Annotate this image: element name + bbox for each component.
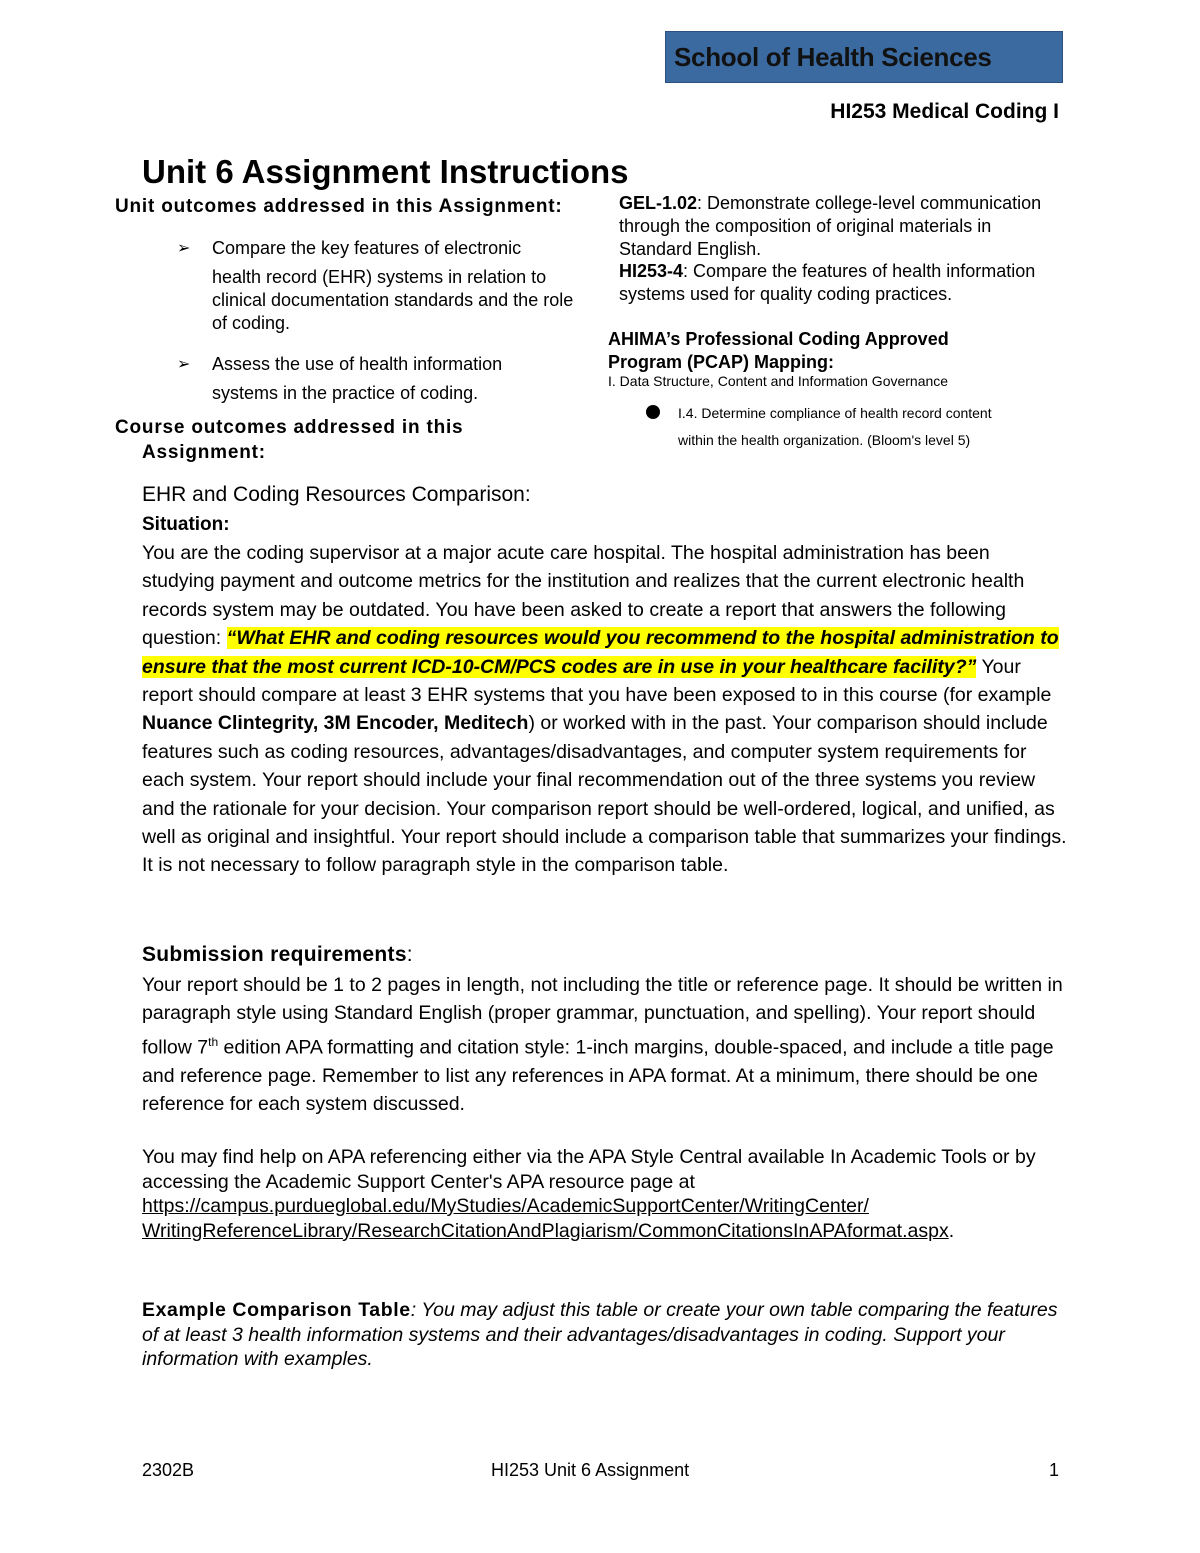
unit-outcome-item	[212, 237, 592, 335]
hi-code: HI253-4	[619, 261, 684, 281]
footer-title: HI253 Unit 6 Assignment	[491, 1460, 690, 1480]
apa-paragraph	[142, 1145, 1067, 1243]
situation-text-3: ) or worked with in the past. Your comparison should include features such as coding resources, advantages/disadvantages, and computer system requirements for each system. Your report should include your final recommendation out of the three systems you review and the rationale for your decision. Your comparison report should be well-ordered, logical, and unified, as well as original and insightful. Your report should include a comparison table that summarizes your findings. It is not necessary to follow paragraph style in the comparison table.	[142, 712, 1067, 877]
unit-outcome-item	[212, 353, 592, 405]
school-banner	[665, 31, 1063, 83]
hi-text: : Compare the features of health information systems used for quality coding practices.	[619, 261, 1036, 304]
page-number: 1	[1049, 1460, 1060, 1480]
unit-outcome-rest: health record (EHR) systems in relation to clinical documentation standards and the role of coding.	[212, 267, 574, 333]
submission-heading	[142, 943, 413, 967]
bullet-dot-icon	[646, 405, 660, 419]
footer-code: 2302B	[142, 1460, 195, 1480]
ahima-heading-line1: AHIMA’s Professional Coding Approved	[608, 329, 949, 349]
situation-paragraph	[142, 539, 1067, 880]
apa-period: .	[948, 1219, 955, 1242]
submission-text-2: edition APA formatting and citation style: 1-inch margins, double-spaced, and include a title page and reference page. Remember to list any references in APA format. At a minimum, there should be one reference for each system discussed.	[142, 1036, 1054, 1116]
submission-paragraph	[142, 971, 1067, 1119]
submission-heading-colon: :	[406, 943, 413, 966]
gel-code: GEL-1.02	[619, 193, 698, 213]
unit-outcome-line1: Assess the use of health information	[212, 354, 503, 374]
submission-heading-text: Submission requirements	[142, 943, 407, 966]
course-title: HI253 Medical Coding I	[830, 100, 1059, 123]
example-table-note	[142, 1298, 1067, 1372]
pcap-item-line1: I.4. Determine compliance of health record content	[678, 405, 992, 421]
hi-outcome	[619, 260, 1059, 306]
example-text: You may adjust this table or create your own table comparing the features of at least 3 health information systems and their advantages/disadvantages in coding. Support your information with examples.	[142, 1299, 1058, 1370]
example-systems: Nuance Clintegrity, 3M Encoder, Meditech	[142, 712, 529, 735]
pcap-structure: I. Data Structure, Content and Information Governance	[608, 373, 949, 389]
situation-text-2: Your report should compare at least 3 EHR systems that you have been exposed to in this course (for example	[142, 655, 1052, 707]
unit-outcome-line1: Compare the key features of electronic	[212, 238, 522, 258]
situation-label: Situation:	[142, 514, 230, 535]
example-label: Example Comparison Table	[142, 1299, 411, 1321]
pcap-item-line2: within the health organization. (Bloom's level 5)	[678, 432, 971, 448]
submission-text-1: Your report should be 1 to 2 pages in length, not including the title or reference page. It should be written in paragraph style using Standard English (proper grammar, punctuation, and spelling). Your report should follow 7	[142, 974, 1063, 1059]
apa-link-line1: https://campus.purdueglobal.edu/MyStudies/AcademicSupportCenter/WritingCenter/	[142, 1195, 869, 1217]
page-title: Unit 6 Assignment Instructions	[142, 153, 629, 190]
gel-text: : Demonstrate college-level communication through the composition of original materials in Standard English.	[619, 193, 1042, 259]
course-outcomes-heading-line1: Course outcomes addressed in this	[115, 417, 464, 438]
school-banner-text: School of Health Sciences	[674, 42, 992, 72]
arrow-bullet-icon: ➢	[177, 356, 191, 373]
unit-outcomes-heading: Unit outcomes addressed in this Assignment:	[115, 196, 563, 217]
apa-text: You may find help on APA referencing either via the APA Style Central available In Academic Tools or by accessing the Academic Support Center's APA resource page at	[142, 1146, 1036, 1193]
unit-outcome-rest: systems in the practice of coding.	[212, 383, 479, 403]
situation-text-1: You are the coding supervisor at a major acute care hospital. The hospital administration has been studying payment and outcome metrics for the institution and realizes that the current electronic health records system may be outdated. You have been asked to create a report that answers the following question:	[142, 542, 1025, 650]
highlighted-question: “What EHR and coding resources would you recommend to the hospital administration to ensure that the most current ICD-10-CM/PCS codes are in use in your healthcare facility?”	[142, 627, 1059, 678]
arrow-bullet-icon: ➢	[177, 240, 191, 257]
ahima-heading-line2: Program (PCAP) Mapping:	[608, 352, 835, 372]
apa-resource-link[interactable]	[142, 1195, 949, 1242]
superscript-th: th	[208, 1034, 219, 1049]
course-outcomes-heading-line2: Assignment:	[142, 442, 266, 463]
comparison-heading: EHR and Coding Resources Comparison:	[142, 483, 531, 506]
example-colon: :	[410, 1299, 417, 1321]
apa-link-line2: WritingReferenceLibrary/ResearchCitationAndPlagiarism/CommonCitationsInAPAformat.aspx	[142, 1219, 949, 1242]
gel-outcome	[619, 192, 1064, 261]
